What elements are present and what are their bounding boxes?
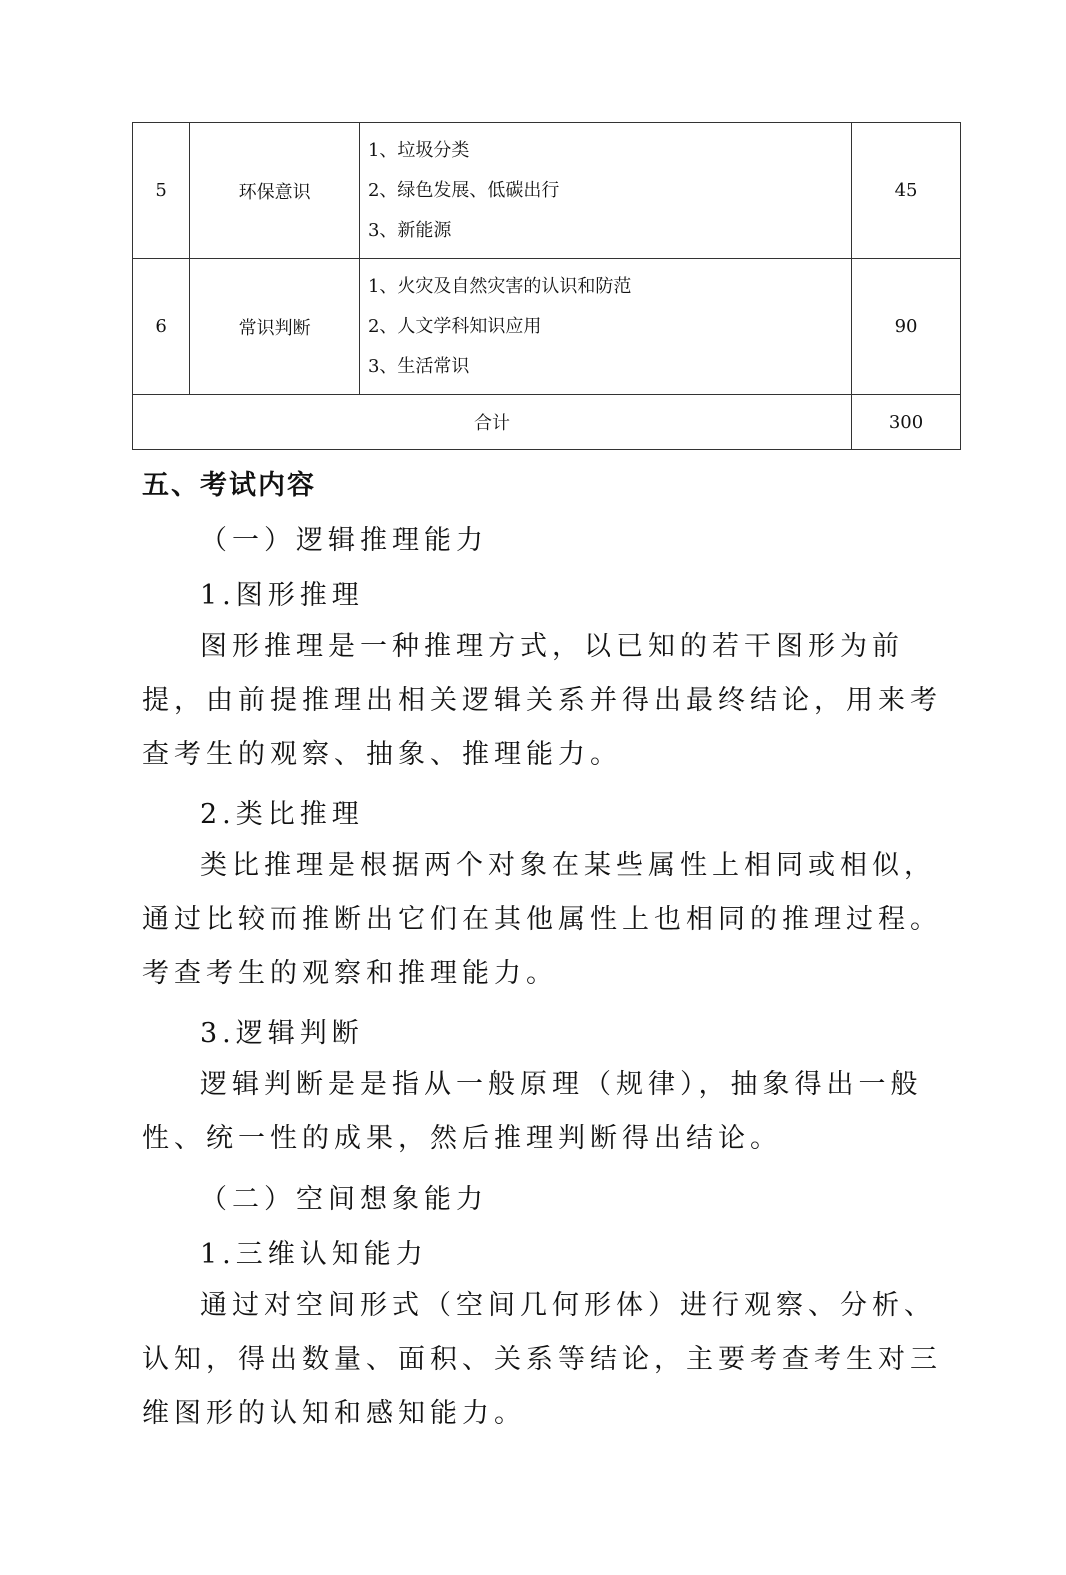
row-category: 常识判断	[190, 259, 360, 395]
part1-sub2-heading: 2.类比推理	[200, 799, 364, 830]
list-item: 1、火灾及自然灾害的认识和防范	[367, 275, 632, 297]
table-row	[133, 259, 961, 395]
list-item: 2、人文学科知识应用	[367, 315, 542, 337]
part1-sub3-paragraph: 逻辑判断是是指从一般原理（规律），抽象得出一般性、统一性的成果，然后推理判断得出结论。	[142, 1069, 923, 1154]
list-item: 2、绿色发展、低碳出行	[367, 179, 560, 201]
row-score: 90	[852, 259, 961, 395]
score-table	[132, 122, 961, 450]
table-row	[133, 123, 961, 259]
part1-sub2-paragraph: 类比推理是根据两个对象在某些属性上相同或相似，通过比较而推断出它们在其他属性上也相同的推理过程。考查考生的观察和推理能力。	[142, 850, 942, 989]
row-items	[359, 259, 851, 395]
total-label: 合计	[133, 395, 852, 450]
part1-heading: （一）逻辑推理能力	[200, 525, 488, 556]
part2-sub1-paragraph: 通过对空间形式（空间几何形体）进行观察、分析、认知，得出数量、面积、关系等结论，主要考查考生对三维图形的认知和感知能力。	[142, 1290, 942, 1429]
total-score: 300	[852, 395, 961, 450]
list-item: 1、垃圾分类	[367, 139, 470, 161]
part1-sub1-heading: 1.图形推理	[200, 580, 364, 611]
part2-sub1-heading: 1.三维认知能力	[200, 1239, 428, 1270]
row-items	[359, 123, 851, 259]
table-total-row	[133, 395, 961, 450]
row-category: 环保意识	[190, 123, 360, 259]
part1-sub1-paragraph: 图形推理是一种推理方式，以已知的若干图形为前提，由前提推理出相关逻辑关系并得出最终结论，用来考查考生的观察、抽象、推理能力。	[142, 631, 942, 770]
part1-sub3-heading: 3.逻辑判断	[200, 1018, 364, 1049]
part2-heading: （二）空间想象能力	[200, 1184, 488, 1215]
row-number: 5	[133, 123, 190, 259]
row-number: 6	[133, 259, 190, 395]
row-score: 45	[852, 123, 961, 259]
list-item: 3、生活常识	[367, 355, 470, 377]
list-item: 3、新能源	[367, 219, 452, 241]
section-title: 五、考试内容	[142, 470, 316, 501]
